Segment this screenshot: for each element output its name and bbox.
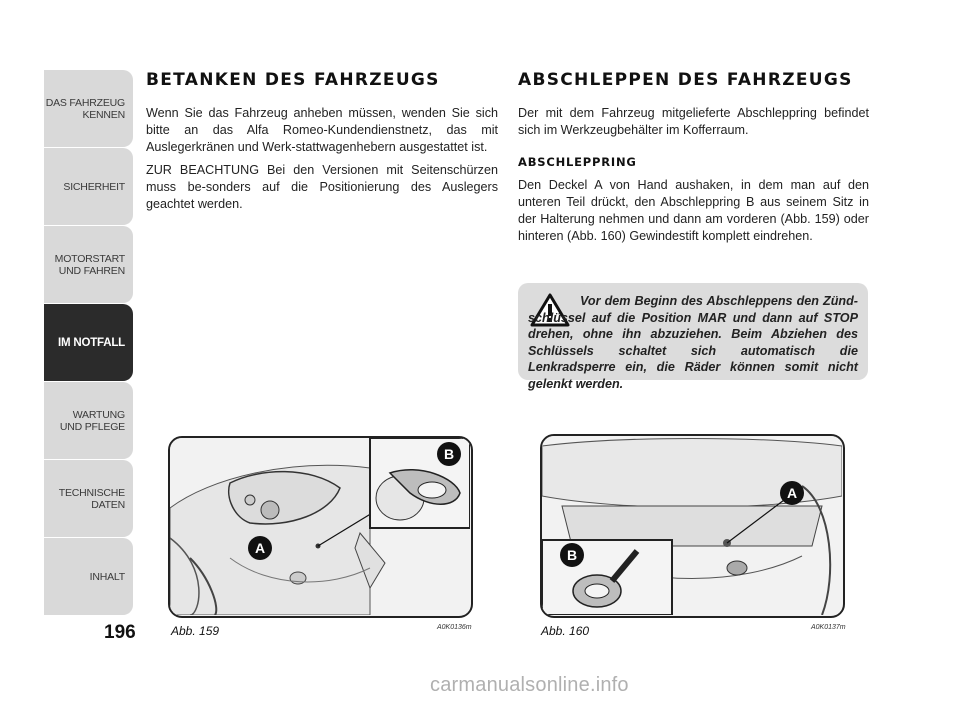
sidebar-tab-fahrzeug-kennen[interactable]: [44, 70, 133, 147]
label-b: B: [566, 547, 578, 563]
sidebar-tab-label: SICHERHEIT: [63, 180, 125, 193]
subheading-abschleppring: ABSCHLEPPRING: [518, 155, 637, 169]
sidebar-tab-label: WARTUNG UND PFLEGE: [59, 408, 125, 433]
warning-box: [518, 283, 868, 391]
rear-bumper-illustration: [542, 436, 842, 615]
label-a: A: [254, 540, 266, 556]
sidebar-tab-label: MOTORSTART UND FAHREN: [54, 252, 125, 277]
sidebar-tab-technische-daten[interactable]: [44, 460, 133, 537]
front-bumper-illustration: [170, 438, 470, 615]
figure-160: [540, 434, 845, 618]
left-paragraph-1: Wenn Sie das Fahrzeug anheben müssen, wenden Sie sich bitte an das Alfa Romeo-Kundendienstnetz, das mit Auslegerkränen und Werk-stattwagenhebern ausgestattet ist.: [146, 106, 498, 154]
footer-watermark[interactable]: carmanualsonline.info: [430, 674, 629, 696]
left-paragraph-2: ZUR BEACHTUNG Bei den Versionen mit Seitenschürzen muss be-sonders auf die Positionierung des Auslegers geachtet werden.: [146, 163, 498, 211]
warning-text: Vor dem Beginn des Abschleppens den Zünd-schlüssel auf die Position MAR und dann auf STOP drehen, ohne ihn abzuziehen. Beim Abziehen des Schlüssels schaltet sich automatisch die Lenkradsperre ein, die Räder können somit nicht gelenkt werden.: [528, 294, 858, 391]
sidebar-tab-label: TECHNISCHE DATEN: [58, 486, 125, 511]
left-section-title: BETANKEN DES FAHRZEUGS: [146, 70, 440, 90]
figure-159-code: A0K0136m: [437, 624, 472, 631]
figure-160-caption: Abb. 160: [541, 624, 590, 638]
sidebar-tab-label: INHALT: [89, 570, 125, 583]
sidebar-tab-motorstart[interactable]: [44, 226, 133, 303]
right-paragraph-1: Der mit dem Fahrzeug mitgelieferte Abschleppring befindet sich im Werkzeugbehälter im Kofferraum.: [518, 106, 869, 137]
sidebar-tab-label: IM NOTFALL: [58, 336, 125, 349]
sidebar-tab-im-notfall[interactable]: [44, 304, 133, 381]
sidebar-tab-inhalt[interactable]: [44, 538, 133, 615]
right-section-title: ABSCHLEPPEN DES FAHRZEUGS: [518, 70, 853, 90]
page-number: 196: [104, 622, 136, 643]
figure-159-caption: Abb. 159: [171, 624, 220, 638]
right-paragraph-2: Den Deckel A von Hand aushaken, in dem man auf den unteren Teil drückt, den Abschleppring B aus seinem Sitz in der Halterung nehmen und dann am vorderen (Abb. 159) oder hinteren (Abb. 160) Gewindestift komplett eindrehen.: [518, 178, 869, 243]
sidebar-tab-sicherheit[interactable]: [44, 148, 133, 225]
figure-159: [168, 436, 473, 618]
sidebar-tab-label: DAS FAHRZEUG KENNEN: [45, 96, 125, 121]
sidebar-tab-wartung[interactable]: [44, 382, 133, 459]
figure-160-code: A0K0137m: [811, 624, 846, 631]
label-a: A: [786, 485, 798, 501]
label-b: B: [443, 446, 455, 462]
